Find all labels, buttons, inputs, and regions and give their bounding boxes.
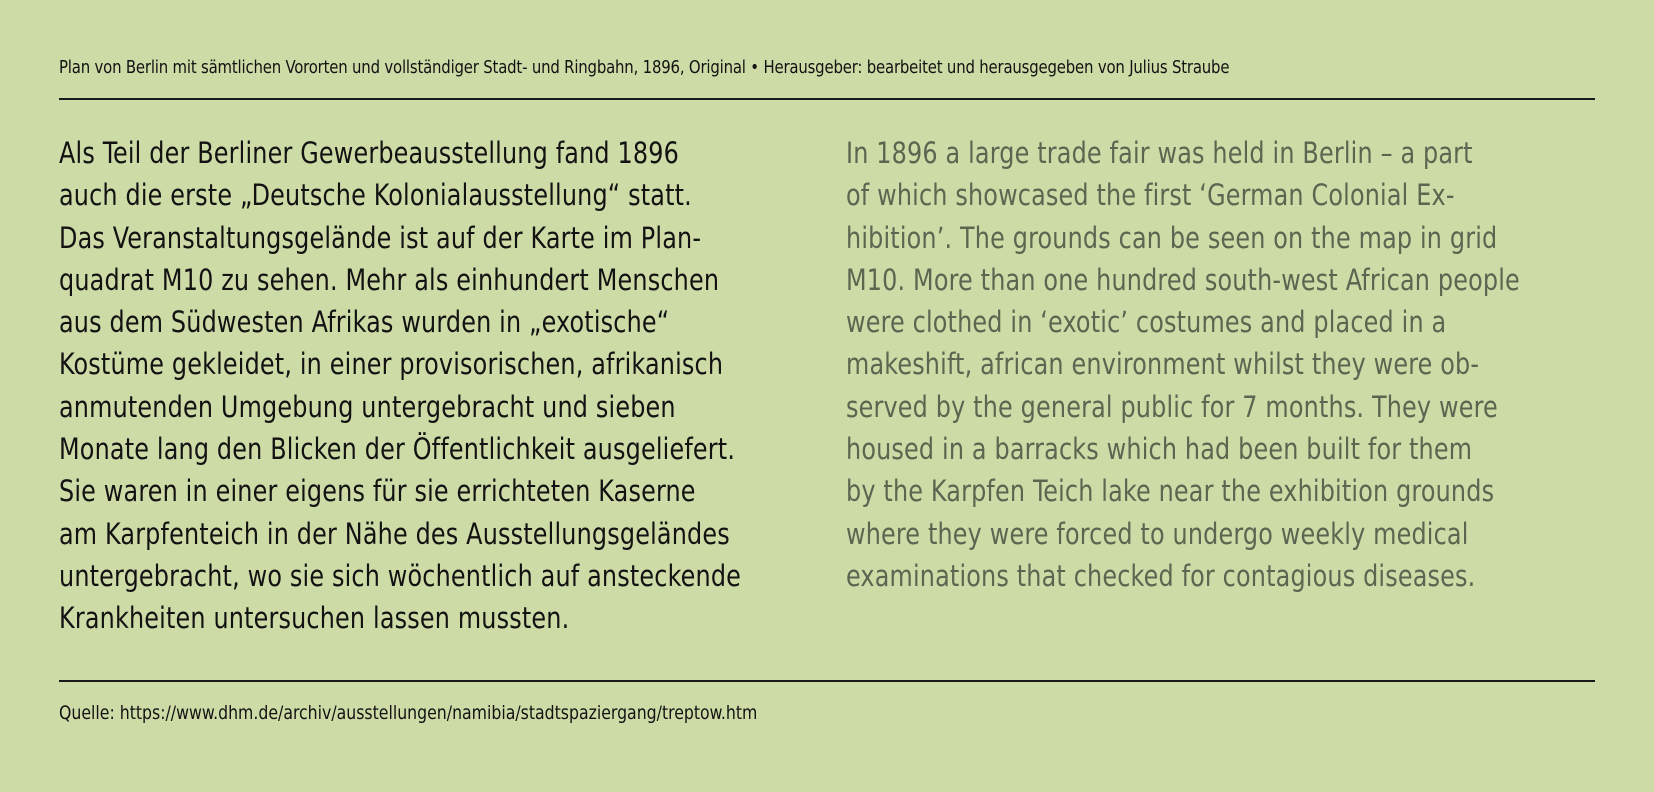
german-text-line: Kostüme gekleidet, in einer provisorischen, afrikanisch [59,347,724,382]
german-text-line: Als Teil der Berliner Gewerbeausstellung fand 1896 [59,136,680,170]
german-text-line: am Karpfenteich in der Nähe des Ausstellungsgeländes [59,516,730,551]
header-caption: Plan von Berlin mit sämtlichen Vororten und vollständiger Stadt- und Ringbahn, 1896, Original • Herausgeber: bearbeitet und herausgegeben von Julius Straube [59,57,1230,78]
english-text-line: hibition’. The grounds can be seen on the map in grid [846,220,1498,255]
german-text-line: auch die erste „Deutsche Kolonialausstellung“ statt. [59,178,692,213]
german-text-line: Krankheiten untersuchen lassen mussten. [59,601,570,636]
bottom-divider [59,680,1595,682]
english-text-line: where they were forced to undergo weekly medical [846,516,1469,551]
top-divider [59,98,1595,100]
german-text-line: Sie waren in einer eigens für sie errichteten Kaserne [59,474,696,509]
english-text-line: housed in a barracks which had been built for them [846,432,1473,467]
english-text-line: served by the general public for 7 months. They were [846,389,1498,424]
english-text-column [846,132,1583,597]
english-text-line: examinations that checked for contagious diseases. [846,558,1476,593]
german-text-line: anmutenden Umgebung untergebracht und sieben [59,389,676,424]
german-text-line: quadrat M10 zu sehen. Mehr als einhundert Menschen [59,262,720,297]
english-text-line: M10. More than one hundred south-west African people [846,262,1520,297]
english-text-line: by the Karpfen Teich lake near the exhibition grounds [846,474,1495,509]
german-text-column [59,132,804,640]
german-text-line: aus dem Südwesten Afrikas wurden in „exotische“ [59,305,670,340]
german-text-line: untergebracht, wo sie sich wöchentlich auf ansteckende [59,558,742,593]
english-text-line: makeshift, african environment whilst they were ob- [846,347,1480,382]
german-text-line: Monate lang den Blicken der Öffentlichkeit ausgeliefert. [59,432,736,467]
english-text-line: were clothed in ‘exotic’ costumes and placed in a [846,305,1447,340]
english-text-line: of which showcased the first ‘German Colonial Ex- [846,178,1455,213]
english-text-line: In 1896 a large trade fair was held in Berlin – a part [846,136,1473,170]
source-citation: Quelle: https://www.dhm.de/archiv/ausstellungen/namibia/stadtspaziergang/treptow.htm [59,702,758,724]
german-text-line: Das Veranstaltungsgelände ist auf der Karte im Plan- [59,220,702,255]
